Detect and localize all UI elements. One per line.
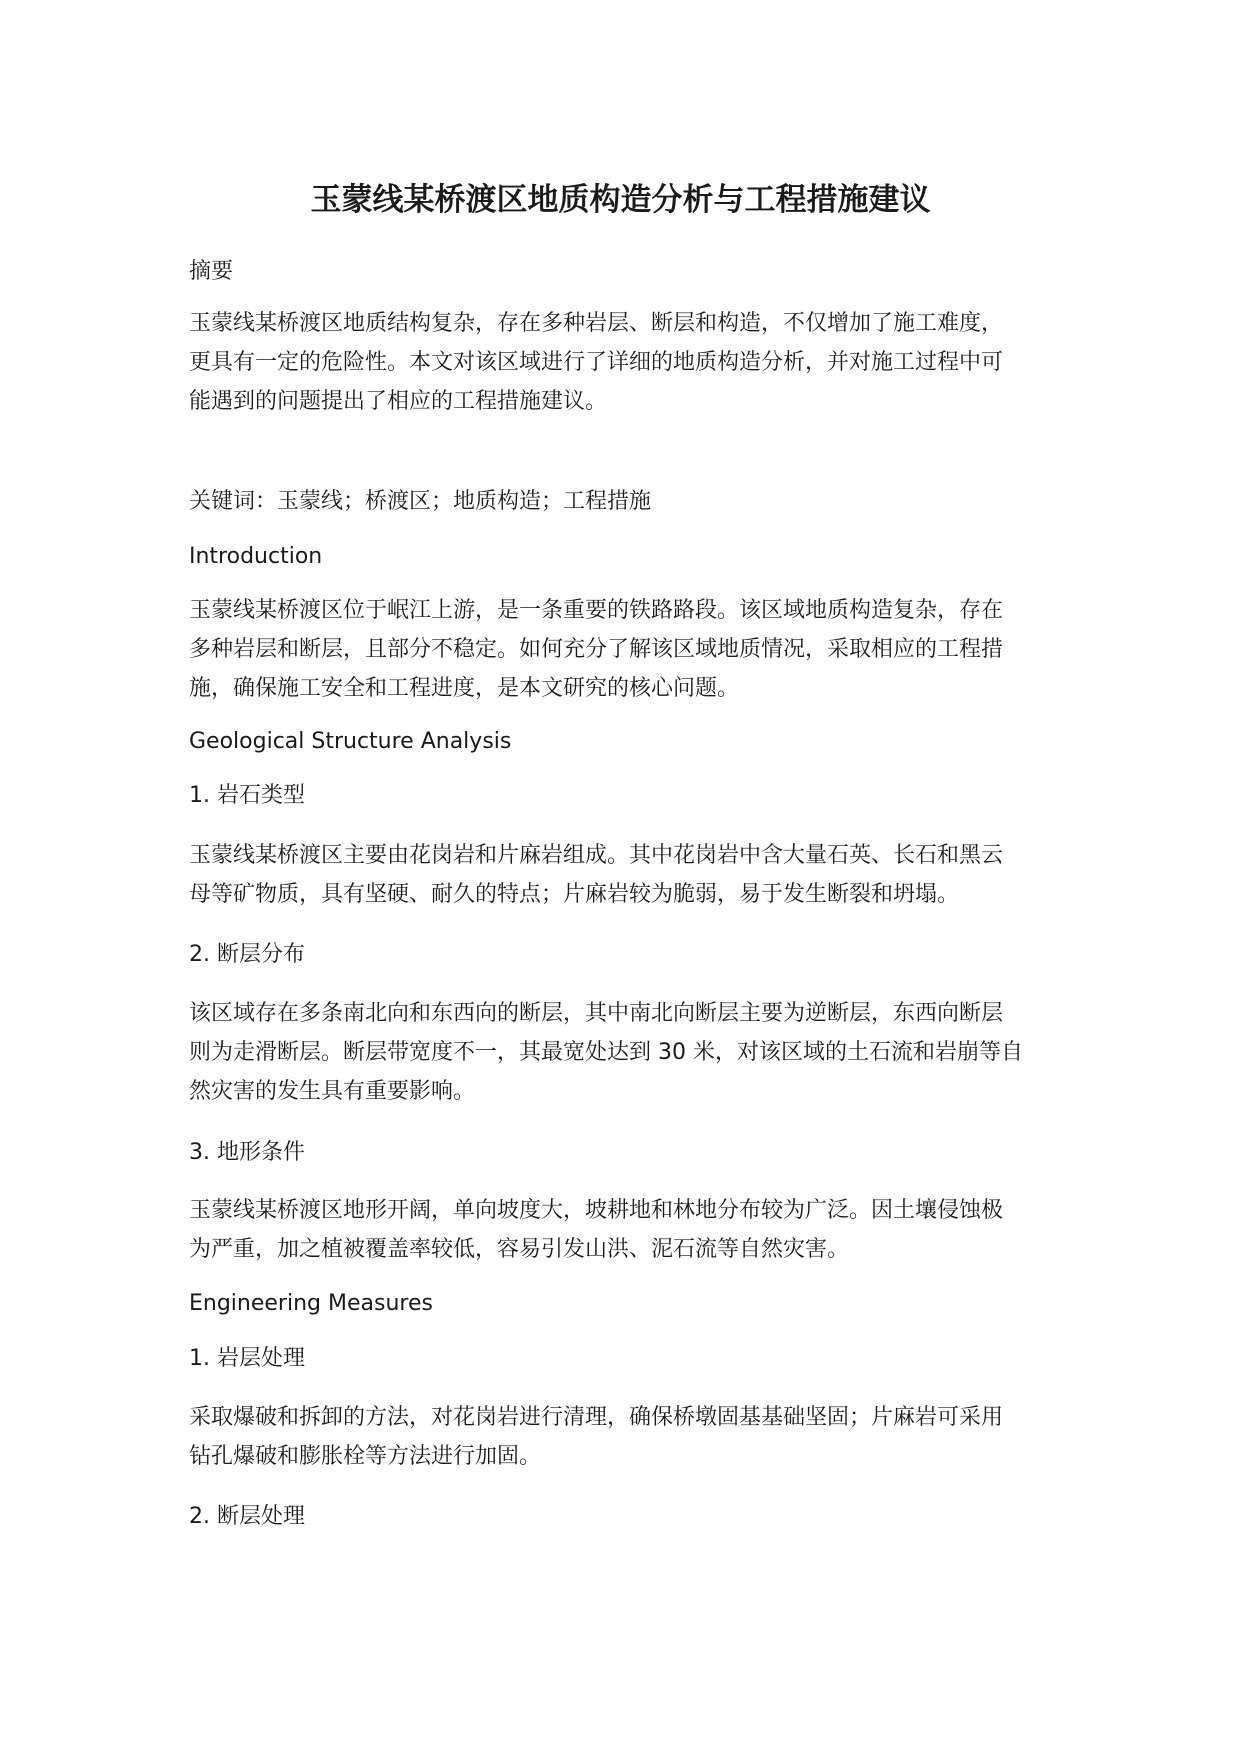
- rock-layer-treatment-paragraph: [189, 1398, 1059, 1476]
- introduction-line: 多种岩层和断层，且部分不稳定。如何充分了解该区域地质情况，采取相应的工程措: [189, 637, 1004, 662]
- fault-treatment-heading: 2. 断层处理: [189, 1504, 305, 1529]
- rock-type-heading: 1. 岩石类型: [189, 783, 305, 808]
- rock-layer-treatment-line: 采取爆破和拆卸的方法，对花岗岩进行清理，确保桥墩固基基础坚固；片麻岩可采用: [189, 1405, 1004, 1430]
- terrain-heading: 3. 地形条件: [189, 1140, 305, 1165]
- terrain-line: 玉蒙线某桥渡区地形开阔，单向坡度大，坡耕地和林地分布较为广泛。因土壤侵蚀极: [189, 1198, 1004, 1223]
- geology-heading: Geological Structure Analysis: [189, 729, 512, 754]
- introduction-heading: Introduction: [189, 544, 323, 569]
- fault-distribution-line: 则为走滑断层。断层带宽度不一，其最宽处达到 30 米，对该区域的土石流和岩崩等自: [189, 1040, 1023, 1065]
- fault-distribution-line: 该区域存在多条南北向和东西向的断层，其中南北向断层主要为逆断层，东西向断层: [189, 1001, 1004, 1026]
- introduction-line: 施，确保施工安全和工程进度，是本文研究的核心问题。: [189, 676, 740, 701]
- abstract-heading: 摘要: [189, 259, 234, 284]
- rock-type-paragraph: [189, 836, 1059, 914]
- engineering-heading: Engineering Measures: [189, 1291, 433, 1316]
- terrain-paragraph: [189, 1191, 1059, 1269]
- rock-layer-treatment-heading: 1. 岩层处理: [189, 1346, 305, 1371]
- introduction-paragraph: [189, 591, 1059, 708]
- terrain-line: 为严重，加之植被覆盖率较低，容易引发山洪、泥石流等自然灾害。: [189, 1237, 850, 1262]
- rock-type-line: 玉蒙线某桥渡区主要由花岗岩和片麻岩组成。其中花岗岩中含大量石英、长石和黑云: [189, 843, 1004, 868]
- keywords-line: 关键词：玉蒙线；桥渡区；地质构造；工程措施: [189, 489, 652, 514]
- fault-distribution-heading: 2. 断层分布: [189, 942, 305, 967]
- fault-distribution-paragraph: [189, 994, 1059, 1111]
- abstract-line: 玉蒙线某桥渡区地质结构复杂，存在多种岩层、断层和构造，不仅增加了施工难度，: [189, 311, 1004, 336]
- rock-layer-treatment-line: 钻孔爆破和膨胀栓等方法进行加固。: [189, 1444, 542, 1469]
- abstract-line: 能遇到的问题提出了相应的工程措施建议。: [189, 389, 608, 414]
- abstract-paragraph: [189, 304, 1059, 421]
- rock-type-line: 母等矿物质，具有坚硬、耐久的特点；片麻岩较为脆弱，易于发生断裂和坍塌。: [189, 882, 960, 907]
- abstract-line: 更具有一定的危险性。本文对该区域进行了详细的地质构造分析，并对施工过程中可: [189, 350, 1004, 375]
- fault-distribution-line: 然灾害的发生具有重要影响。: [189, 1079, 476, 1104]
- document-title: 玉蒙线某桥渡区地质构造分析与工程措施建议: [310, 182, 931, 218]
- introduction-line: 玉蒙线某桥渡区位于岷江上游，是一条重要的铁路路段。该区域地质构造复杂，存在: [189, 598, 1004, 623]
